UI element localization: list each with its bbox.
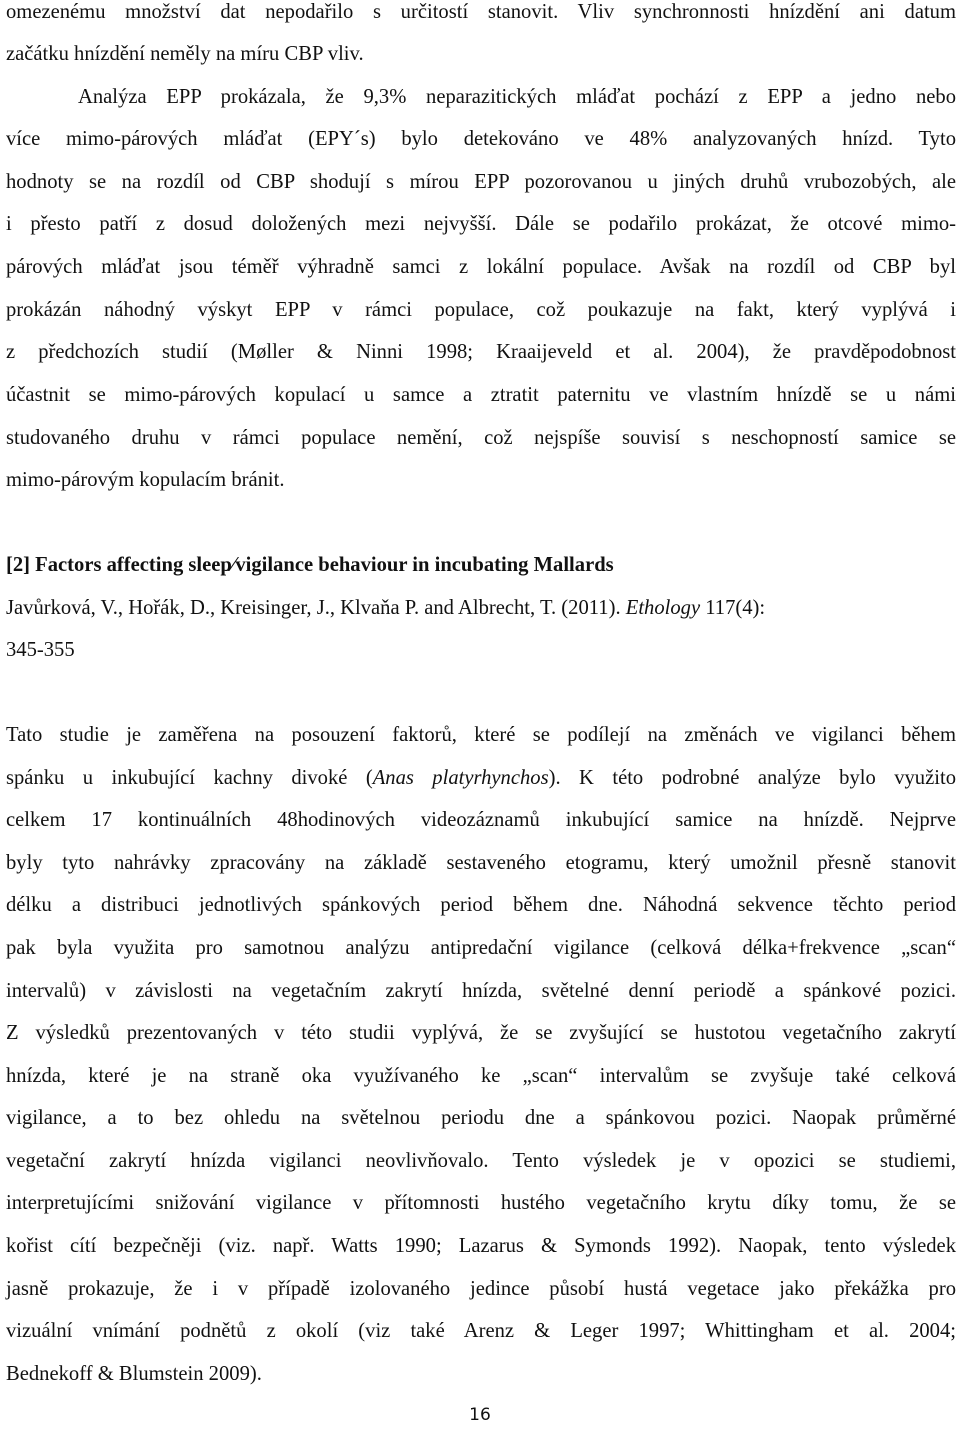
paragraph-3-line-15: vizuální vnímání podnětů z okolí (viz také Arenz & Leger 1997; Whittingham et al. 2004; (6, 1320, 956, 1342)
paragraph-3-line-7: intervalů) v závislosti na vegetačním zakrytí hnízda, světelné denní periodě a spánkové pozici. (6, 980, 956, 1002)
citation-title: [2] Factors affecting sleep⁄vigilance behaviour in incubating Mallards (6, 554, 614, 576)
citation-reference (6, 598, 765, 619)
paragraph-3-line-13: kořist cítí bezpečněji (viz. např. Watts 1990; Lazarus & Symonds 1992). Naopak, tento výsledek (6, 1235, 956, 1257)
paragraph-3-line-2-end: ). K této podrobné analýze bylo využito (548, 767, 956, 789)
page-number: 16 (469, 1405, 491, 1425)
paragraph-2-line-1: Analýza EPP prokázala, že 9,3% neparazitických mláďat pochází z EPP a jedno nebo (78, 86, 956, 108)
paragraph-2-line-7: z předchozích studií (Møller & Ninni 1998; Kraaijeveld et al. 2004), že pravděpodobnost (6, 341, 956, 363)
paragraph-2-line-2: více mimo-párových mláďat (EPY´s) bylo detekováno ve 48% analyzovaných hnízd. Tyto (6, 128, 956, 150)
paragraph-3-line-12: interpretujícími snižování vigilance v přítomnosti hustého vegetačního krytu díky tomu, že se (6, 1192, 956, 1214)
paragraph-2-line-5: párových mláďat jsou téměř výhradně samci z lokální populace. Avšak na rozdíl od CBP byl (6, 256, 956, 278)
paragraph-3-line-4: byly tyto nahrávky zpracovány na základě sestaveného etogramu, který umožnil přesně stanovit (6, 852, 956, 874)
citation-pages: 345-355 (6, 639, 75, 661)
paragraph-3-line-2 (6, 768, 956, 789)
paragraph-1-line-2: začátku hnízdění neměly na míru CBP vliv. (6, 43, 364, 65)
paragraph-3-line-6: pak byla využita pro samotnou analýzu antipredační vigilance (celková délka+frekvence „scan“ (6, 937, 956, 959)
paragraph-2-line-4: i přesto patří z dosud doložených mezi nejvyšší. Dále se podařilo prokázat, že otcové mimo- (6, 213, 956, 235)
paragraph-2-line-3: hodnoty se na rozdíl od CBP shodují s mírou EPP pozorovanou u jiných druhů vrubozobých, ale (6, 171, 956, 193)
paragraph-3-line-1: Tato studie je zaměřena na posouzení faktorů, které se podílejí na změnách ve vigilanci během (6, 724, 956, 746)
paragraph-3-line-10: vigilance, a to bez ohledu na světelnou periodu dne a spánkovou pozici. Naopak průměrné (6, 1107, 956, 1129)
paragraph-3-line-16: Bednekoff & Blumstein 2009). (6, 1363, 262, 1385)
paragraph-3-line-8: Z výsledků prezentovaných v této studii vyplývá, že se zvyšující se hustotou vegetačního zakrytí (6, 1022, 956, 1044)
species-name: Anas platyrhynchos (372, 767, 549, 789)
paragraph-2-line-10: mimo-párovým kopulacím bránit. (6, 469, 285, 491)
paragraph-3-line-3: celkem 17 kontinuálních 48hodinových videozáznamů inkubující samice na hnízdě. Nejprve (6, 809, 956, 831)
paragraph-1-line-1: omezenému množství dat nepodařilo s určitostí stanovit. Vliv synchronnosti hnízdění ani datum (6, 1, 956, 23)
paragraph-2-line-9: studovaného druhu v rámci populace nemění, což nejspíše souvisí s neschopností samice se (6, 427, 956, 449)
paragraph-3-line-2-start: spánku u inkubující kachny divoké ( (6, 767, 373, 789)
paragraph-2-line-8: účastnit se mimo-párových kopulací u samce a ztratit paternitu ve vlastním hnízdě se u námi (6, 384, 956, 406)
citation-volume: 117(4): (705, 597, 766, 619)
paragraph-3-line-5: délku a distribuci jednotlivých spánkových period během dne. Náhodná sekvence těchto period (6, 894, 956, 916)
paragraph-3-line-14: jasně prokazuje, že i v případě izolovaného jedince působí hustá vegetace jako překážka pro (6, 1278, 956, 1300)
paragraph-3-line-11: vegetační zakrytí hnízda vigilanci neovlivňovalo. Tento výsledek je v opozici se studiemi, (6, 1150, 956, 1172)
paragraph-3-line-9: hnízda, které je na straně oka využívaného ke „scan“ intervalům se zvyšuje také celková (6, 1065, 956, 1087)
paragraph-2-line-6: prokázán náhodný výskyt EPP v rámci populace, což poukazuje na fakt, který vyplývá i (6, 299, 956, 321)
citation-authors: Javůrková, V., Hořák, D., Kreisinger, J., Klvaňa P. and Albrecht, T. (2011). (6, 597, 621, 619)
citation-journal: Ethology (625, 597, 701, 619)
